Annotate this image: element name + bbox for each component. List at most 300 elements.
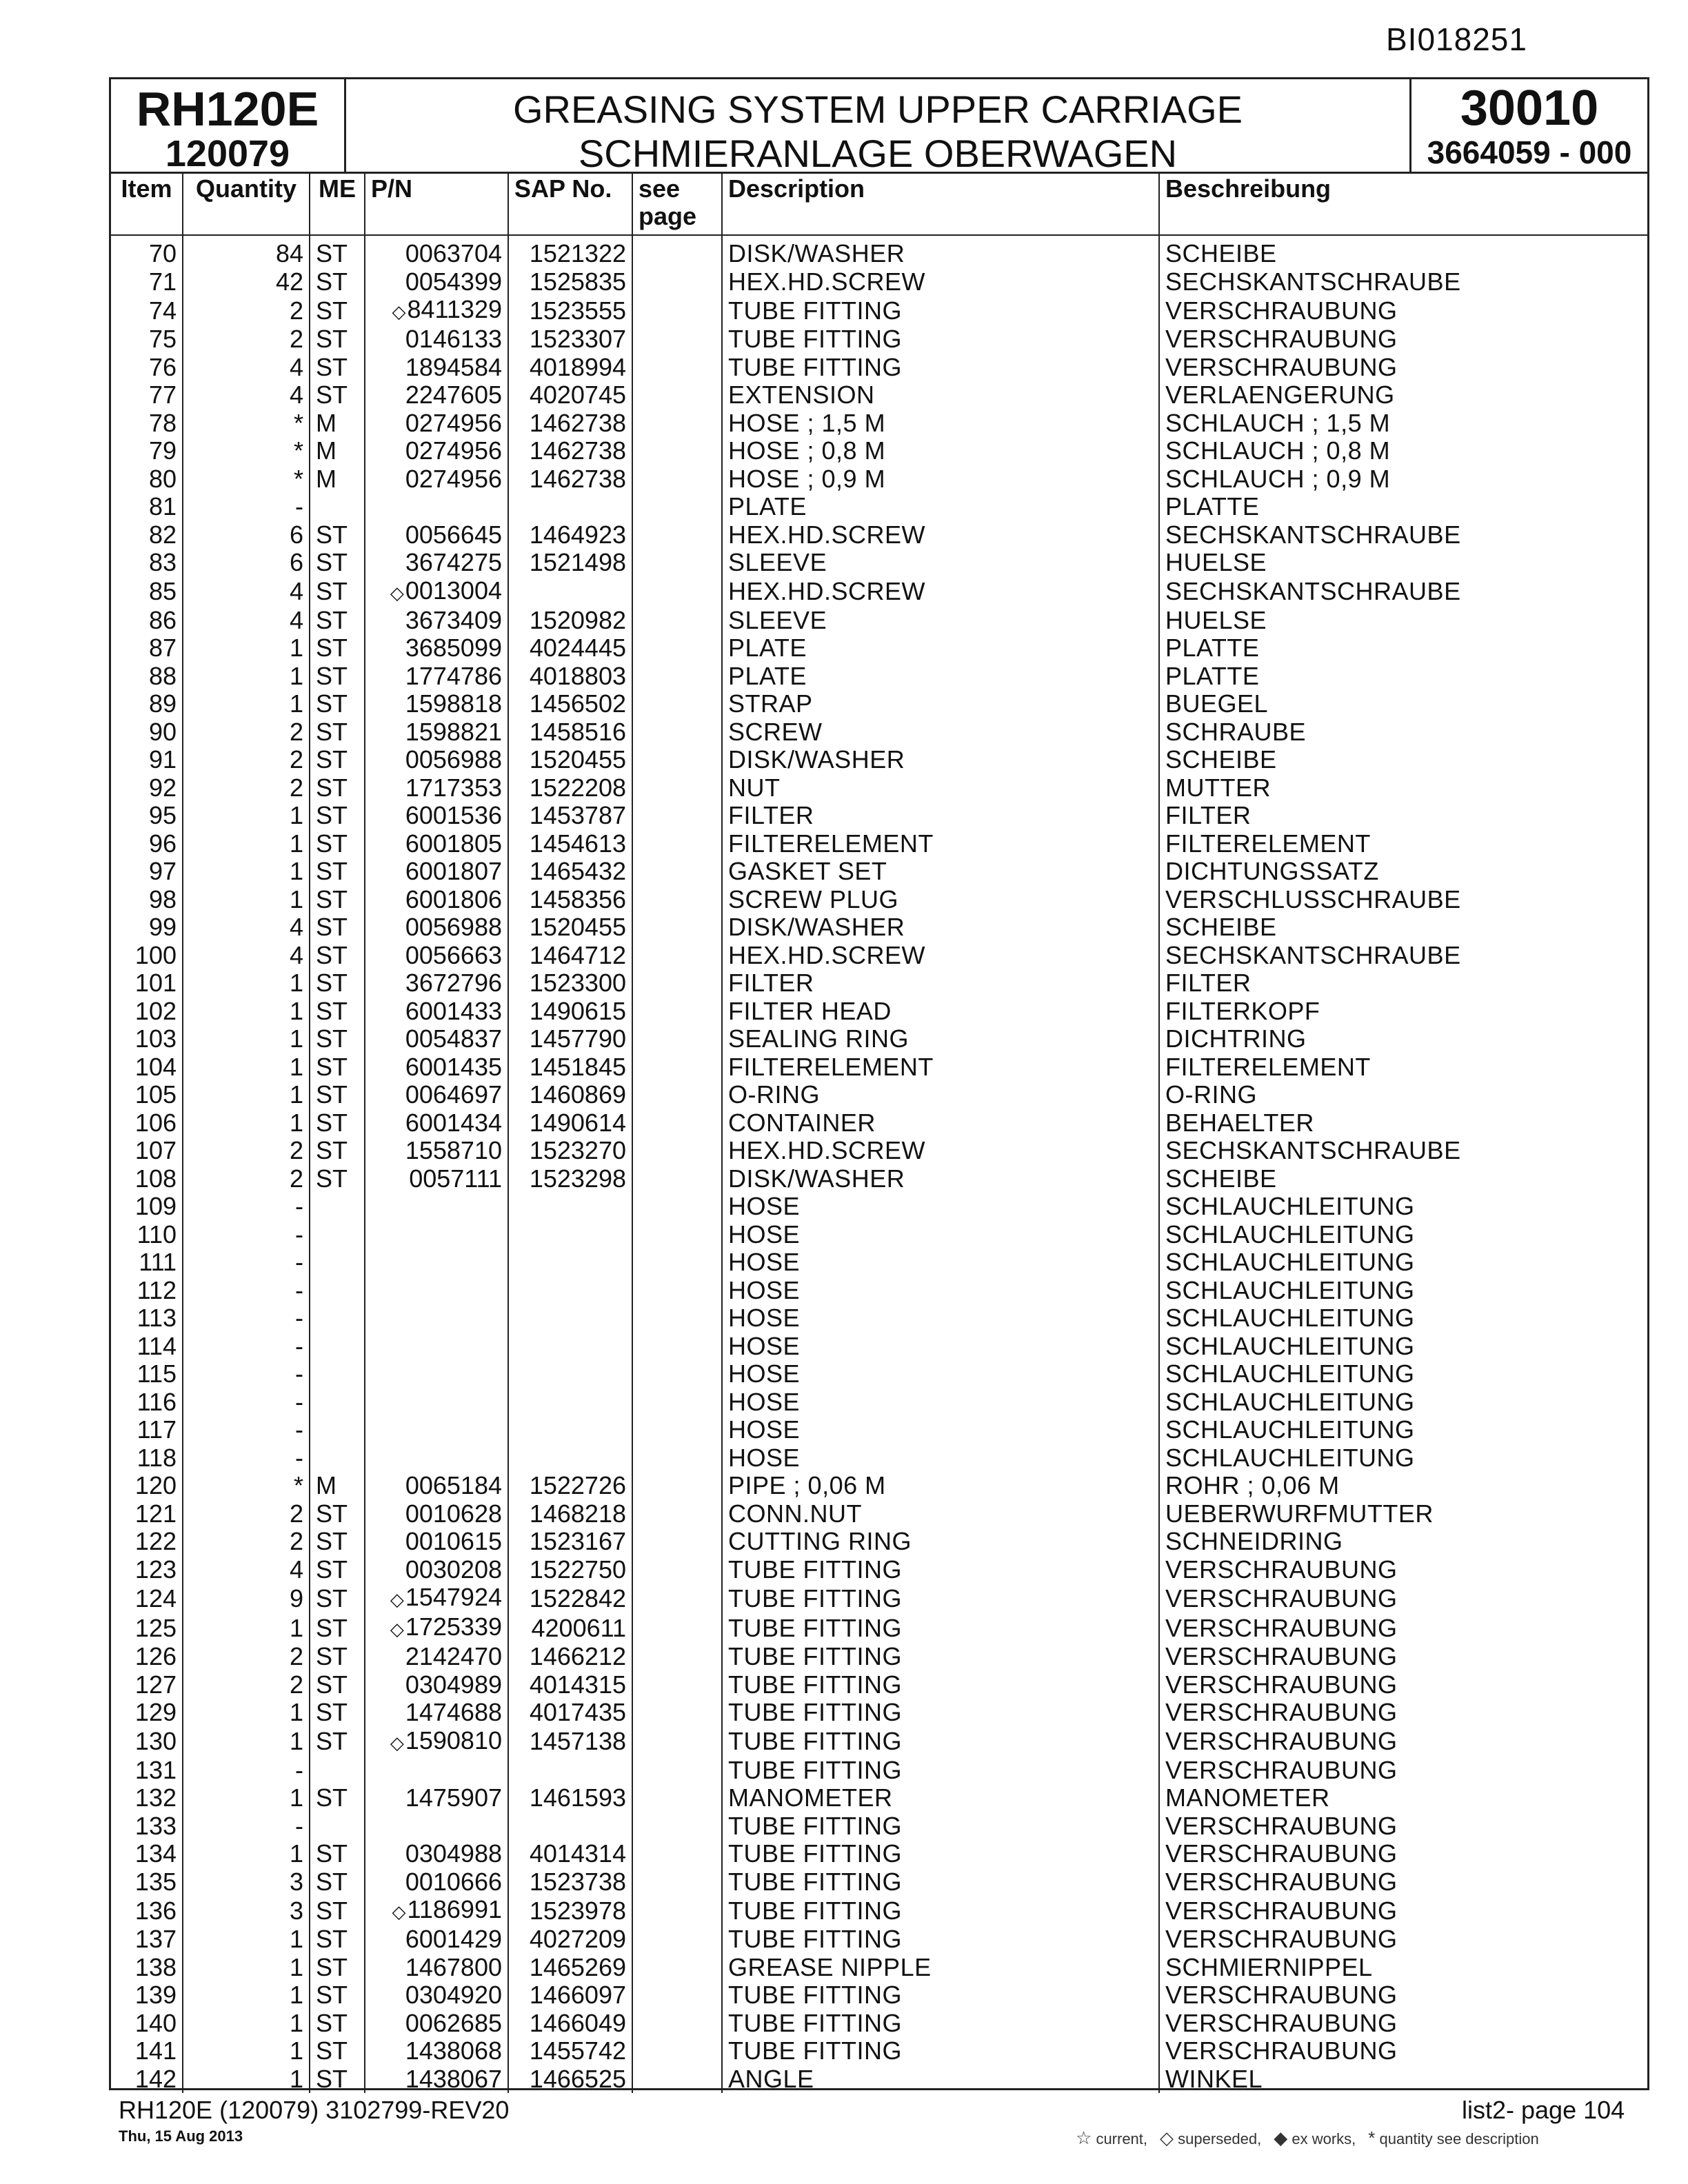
part-number-cell bbox=[365, 1727, 508, 1757]
unit-cell: ST bbox=[310, 942, 365, 970]
table-row bbox=[111, 268, 1647, 296]
part-number-cell: 3673409 bbox=[365, 607, 508, 635]
item-cell: 103 bbox=[111, 1025, 183, 1053]
quantity-cell: 2 bbox=[183, 1137, 310, 1165]
beschreibung-cell: FILTER bbox=[1165, 802, 1252, 830]
unit-cell: ST bbox=[310, 1613, 365, 1643]
item-cell: 129 bbox=[111, 1699, 183, 1727]
description-cell: TUBE FITTING bbox=[722, 325, 1159, 354]
sap-number-cell: 1525835 bbox=[508, 268, 632, 296]
table-row bbox=[111, 1784, 1647, 1812]
item-cell: 126 bbox=[111, 1643, 183, 1671]
quantity-cell: 84 bbox=[183, 235, 310, 268]
sap-number-cell bbox=[508, 1416, 632, 1444]
column-header-pn: P/N bbox=[365, 174, 508, 235]
sap-number-cell: 4018803 bbox=[508, 663, 632, 691]
beschreibung-cell: VERSCHRAUBUNG bbox=[1165, 1868, 1398, 1896]
part-number-cell: 1598818 bbox=[365, 690, 508, 718]
beschreibung-cell: SCHLAUCHLEITUNG bbox=[1165, 1248, 1415, 1277]
description-cell: HOSE bbox=[722, 1193, 1159, 1221]
superseded-icon: ◇ bbox=[390, 1589, 404, 1610]
description-cell: HOSE bbox=[722, 1277, 1159, 1305]
part-number-cell bbox=[365, 1613, 508, 1643]
table-row bbox=[111, 774, 1647, 802]
part-number-text: 1186991 bbox=[407, 1896, 502, 1923]
see-page-cell bbox=[632, 1193, 722, 1221]
part-number-cell bbox=[365, 1333, 508, 1361]
sap-number-cell: 1523978 bbox=[508, 1896, 632, 1925]
quantity-cell: 2 bbox=[183, 774, 310, 802]
table-row bbox=[111, 1248, 1647, 1277]
quantity-cell: 6 bbox=[183, 549, 310, 577]
part-number-cell: 2247605 bbox=[365, 381, 508, 410]
description-cell: TUBE FITTING bbox=[722, 1981, 1159, 2010]
table-row bbox=[111, 1556, 1647, 1584]
sap-number-cell: 1490614 bbox=[508, 1109, 632, 1138]
table-row bbox=[111, 969, 1647, 998]
quantity-cell: 2 bbox=[183, 1165, 310, 1193]
beschreibung-cell: PLATTE bbox=[1165, 634, 1260, 663]
part-number-cell: 0054399 bbox=[365, 268, 508, 296]
drawing-number: 3664059 - 000 bbox=[1427, 134, 1632, 170]
item-cell: 121 bbox=[111, 1500, 183, 1528]
part-number-cell: 3685099 bbox=[365, 634, 508, 663]
sap-number-cell: 1456502 bbox=[508, 690, 632, 718]
unit-cell: ST bbox=[310, 1165, 365, 1193]
see-page-cell bbox=[632, 1613, 722, 1643]
table-row bbox=[111, 1812, 1647, 1841]
unit-cell bbox=[310, 1221, 365, 1249]
sap-number-cell: 1490615 bbox=[508, 998, 632, 1026]
item-cell: 88 bbox=[111, 663, 183, 691]
see-page-cell bbox=[632, 381, 722, 410]
quantity-cell: 1 bbox=[183, 2010, 310, 2038]
beschreibung-cell: SCHMIERNIPPEL bbox=[1165, 1953, 1373, 1981]
unit-cell: ST bbox=[310, 1981, 365, 2010]
legend-item bbox=[1160, 2127, 1261, 2149]
part-number-cell: 1894584 bbox=[365, 354, 508, 382]
unit-cell: ST bbox=[310, 325, 365, 354]
table-row bbox=[111, 1053, 1647, 1082]
unit-cell: M bbox=[310, 410, 365, 438]
table-row bbox=[111, 521, 1647, 549]
quantity-cell: 2 bbox=[183, 1643, 310, 1671]
title-block-center bbox=[346, 79, 1411, 175]
unit-cell: ST bbox=[310, 2037, 365, 2065]
table-row bbox=[111, 1304, 1647, 1333]
beschreibung-cell: VERSCHRAUBUNG bbox=[1165, 2037, 1398, 2065]
see-page-cell bbox=[632, 607, 722, 635]
beschreibung-cell: SCHLAUCHLEITUNG bbox=[1165, 1388, 1415, 1416]
description-cell: PLATE bbox=[722, 634, 1159, 663]
title-block bbox=[109, 77, 1649, 174]
see-page-cell bbox=[632, 802, 722, 830]
quantity-cell: - bbox=[183, 1812, 310, 1841]
part-number-cell: 6001806 bbox=[365, 886, 508, 914]
see-page-cell bbox=[632, 718, 722, 747]
item-cell: 100 bbox=[111, 942, 183, 970]
sap-number-cell bbox=[508, 1221, 632, 1249]
quantity-cell: 1 bbox=[183, 1784, 310, 1812]
legend-item bbox=[1274, 2127, 1356, 2149]
description-cell: SCREW PLUG bbox=[722, 886, 1159, 914]
part-number-cell: 0010628 bbox=[365, 1500, 508, 1528]
part-number-cell: 0274956 bbox=[365, 465, 508, 494]
item-cell: 118 bbox=[111, 1444, 183, 1473]
beschreibung-cell: SCHLAUCHLEITUNG bbox=[1165, 1444, 1415, 1472]
footer-date: Thu, 15 Aug 2013 bbox=[119, 2127, 243, 2145]
unit-cell: M bbox=[310, 465, 365, 494]
table-row bbox=[111, 1868, 1647, 1897]
description-cell: GASKET SET bbox=[722, 858, 1159, 886]
see-page-cell bbox=[632, 493, 722, 521]
sap-number-cell: 1461593 bbox=[508, 1784, 632, 1812]
part-number-cell bbox=[365, 1896, 508, 1925]
sap-number-cell: 1460869 bbox=[508, 1081, 632, 1109]
see-page-cell bbox=[632, 634, 722, 663]
part-number-cell bbox=[365, 1444, 508, 1473]
see-page-cell bbox=[632, 1556, 722, 1584]
unit-cell: ST bbox=[310, 858, 365, 886]
see-page-cell bbox=[632, 549, 722, 577]
item-cell: 120 bbox=[111, 1472, 183, 1500]
column-header-description: Description bbox=[722, 174, 1159, 235]
sap-number-cell bbox=[508, 1444, 632, 1473]
item-cell: 91 bbox=[111, 746, 183, 774]
description-cell: FILTER bbox=[722, 802, 1159, 830]
title-english: GREASING SYSTEM UPPER CARRIAGE bbox=[513, 88, 1243, 131]
description-cell: TUBE FITTING bbox=[722, 2037, 1159, 2065]
beschreibung-cell: VERSCHRAUBUNG bbox=[1165, 1584, 1398, 1612]
table-row bbox=[111, 437, 1647, 465]
item-cell: 95 bbox=[111, 802, 183, 830]
quantity-cell: 1 bbox=[183, 1727, 310, 1757]
unit-cell: M bbox=[310, 437, 365, 465]
part-number-cell: 0304920 bbox=[365, 1981, 508, 2010]
see-page-cell bbox=[632, 410, 722, 438]
sap-number-cell: 1453787 bbox=[508, 802, 632, 830]
sap-number-cell: 1521498 bbox=[508, 549, 632, 577]
diamond-filled-icon: ◆ bbox=[1274, 2127, 1288, 2148]
legend-item bbox=[1076, 2127, 1147, 2149]
quantity-cell: 1 bbox=[183, 1981, 310, 2010]
unit-cell: ST bbox=[310, 1840, 365, 1868]
sap-number-cell: 1457138 bbox=[508, 1727, 632, 1757]
quantity-cell: 1 bbox=[183, 830, 310, 858]
beschreibung-cell: SCHEIBE bbox=[1165, 239, 1277, 268]
beschreibung-cell: VERSCHRAUBUNG bbox=[1165, 1981, 1398, 2010]
part-number-cell bbox=[365, 1248, 508, 1277]
superseded-icon: ◇ bbox=[390, 1619, 404, 1639]
description-cell: SCREW bbox=[722, 718, 1159, 747]
page-number: list2- page 104 bbox=[1462, 2096, 1625, 2124]
table-row bbox=[111, 2037, 1647, 2065]
part-number-cell: 0304989 bbox=[365, 1671, 508, 1699]
quantity-cell: 2 bbox=[183, 1500, 310, 1528]
beschreibung-cell: SECHSKANTSCHRAUBE bbox=[1165, 520, 1461, 549]
item-cell: 70 bbox=[111, 235, 183, 268]
item-cell: 134 bbox=[111, 1840, 183, 1868]
description-cell: TUBE FITTING bbox=[722, 1584, 1159, 1613]
description-cell: TUBE FITTING bbox=[722, 1556, 1159, 1584]
table-row bbox=[111, 549, 1647, 577]
table-row bbox=[111, 1671, 1647, 1699]
quantity-cell: * bbox=[183, 465, 310, 494]
beschreibung-cell: VERSCHRAUBUNG bbox=[1165, 296, 1398, 325]
table-row bbox=[111, 1137, 1647, 1165]
unit-cell: ST bbox=[310, 634, 365, 663]
unit-cell bbox=[310, 1812, 365, 1841]
unit-cell bbox=[310, 1248, 365, 1277]
see-page-cell bbox=[632, 1699, 722, 1727]
table-row bbox=[111, 1277, 1647, 1305]
sap-number-cell bbox=[508, 1333, 632, 1361]
beschreibung-cell: VERSCHRAUBUNG bbox=[1165, 1896, 1398, 1925]
quantity-cell: 2 bbox=[183, 1671, 310, 1699]
table-row bbox=[111, 998, 1647, 1026]
sap-number-cell: 1523307 bbox=[508, 325, 632, 354]
unit-cell: ST bbox=[310, 1053, 365, 1082]
beschreibung-cell: FILTERELEMENT bbox=[1165, 829, 1371, 858]
sap-number-cell: 1523298 bbox=[508, 1165, 632, 1193]
sap-number-cell: 1521322 bbox=[508, 235, 632, 268]
see-page-cell bbox=[632, 886, 722, 914]
part-number-cell: 1774786 bbox=[365, 663, 508, 691]
see-page-cell bbox=[632, 774, 722, 802]
table-row bbox=[111, 634, 1647, 663]
sap-number-cell: 4018994 bbox=[508, 354, 632, 382]
superseded-icon: ◇ bbox=[390, 582, 404, 603]
sap-number-cell bbox=[508, 1388, 632, 1417]
quantity-cell: 1 bbox=[183, 1954, 310, 1982]
description-cell: PLATE bbox=[722, 493, 1159, 521]
unit-cell: ST bbox=[310, 1584, 365, 1613]
description-cell: CONN.NUT bbox=[722, 1500, 1159, 1528]
unit-cell: ST bbox=[310, 1025, 365, 1053]
item-cell: 89 bbox=[111, 690, 183, 718]
beschreibung-cell: WINKEL bbox=[1165, 2065, 1263, 2093]
sap-number-cell: 4027209 bbox=[508, 1925, 632, 1954]
table-row bbox=[111, 493, 1647, 521]
beschreibung-cell: VERSCHRAUBUNG bbox=[1165, 1643, 1398, 1671]
item-cell: 71 bbox=[111, 268, 183, 296]
table-row bbox=[111, 1981, 1647, 2010]
description-cell: TUBE FITTING bbox=[722, 354, 1159, 382]
part-number-cell: 3672796 bbox=[365, 969, 508, 998]
unit-cell: ST bbox=[310, 549, 365, 577]
unit-cell bbox=[310, 1416, 365, 1444]
see-page-cell bbox=[632, 746, 722, 774]
part-number-cell bbox=[365, 1416, 508, 1444]
sap-number-cell: 1465269 bbox=[508, 1954, 632, 1982]
description-cell: GREASE NIPPLE bbox=[722, 1954, 1159, 1982]
quantity-cell: 2 bbox=[183, 325, 310, 354]
see-page-cell bbox=[632, 1444, 722, 1473]
table-row bbox=[111, 410, 1647, 438]
part-number-cell: 0063704 bbox=[365, 235, 508, 268]
part-number-cell: 0056663 bbox=[365, 942, 508, 970]
unit-cell: ST bbox=[310, 1081, 365, 1109]
beschreibung-cell: FILTERELEMENT bbox=[1165, 1053, 1371, 1081]
item-cell: 114 bbox=[111, 1333, 183, 1361]
table-row bbox=[111, 465, 1647, 494]
beschreibung-cell: FILTERKOPF bbox=[1165, 997, 1320, 1025]
quantity-cell: 1 bbox=[183, 1699, 310, 1727]
description-cell: O-RING bbox=[722, 1081, 1159, 1109]
sap-number-cell: 1466097 bbox=[508, 1981, 632, 2010]
sap-number-cell: 4014314 bbox=[508, 1840, 632, 1868]
part-number-cell: 6001429 bbox=[365, 1925, 508, 1954]
quantity-cell: 2 bbox=[183, 718, 310, 747]
table-row bbox=[111, 830, 1647, 858]
table-row bbox=[111, 1333, 1647, 1361]
unit-cell bbox=[310, 1360, 365, 1388]
sap-number-cell bbox=[508, 1304, 632, 1333]
table-row bbox=[111, 1165, 1647, 1193]
table-row bbox=[111, 1925, 1647, 1954]
item-cell: 76 bbox=[111, 354, 183, 382]
sap-number-cell: 1464712 bbox=[508, 942, 632, 970]
quantity-cell: 1 bbox=[183, 858, 310, 886]
quantity-cell: 1 bbox=[183, 969, 310, 998]
table-row bbox=[111, 1444, 1647, 1473]
unit-cell: ST bbox=[310, 1925, 365, 1954]
unit-cell: ST bbox=[310, 1500, 365, 1528]
description-cell: SLEEVE bbox=[722, 549, 1159, 577]
quantity-cell: 6 bbox=[183, 521, 310, 549]
part-number-cell bbox=[365, 1304, 508, 1333]
item-cell: 77 bbox=[111, 381, 183, 410]
beschreibung-cell: SCHLAUCHLEITUNG bbox=[1165, 1416, 1415, 1444]
quantity-cell: 4 bbox=[183, 1556, 310, 1584]
item-cell: 136 bbox=[111, 1896, 183, 1925]
item-cell: 135 bbox=[111, 1868, 183, 1897]
item-cell: 96 bbox=[111, 830, 183, 858]
column-header-me: ME bbox=[310, 174, 365, 235]
description-cell: FILTER HEAD bbox=[722, 998, 1159, 1026]
sap-number-cell: 1458356 bbox=[508, 886, 632, 914]
item-cell: 130 bbox=[111, 1727, 183, 1757]
part-number-cell: 1558710 bbox=[365, 1137, 508, 1165]
see-page-cell bbox=[632, 913, 722, 942]
table-row bbox=[111, 1584, 1647, 1613]
description-cell: HOSE ; 1,5 M bbox=[722, 410, 1159, 438]
quantity-cell: - bbox=[183, 493, 310, 521]
part-number-cell: 0057111 bbox=[365, 1165, 508, 1193]
legend-item bbox=[1368, 2127, 1538, 2149]
item-cell: 111 bbox=[111, 1248, 183, 1277]
beschreibung-cell: PLATTE bbox=[1165, 662, 1260, 690]
table-row bbox=[111, 1472, 1647, 1500]
unit-cell bbox=[310, 1277, 365, 1305]
table-row bbox=[111, 1360, 1647, 1388]
unit-cell: ST bbox=[310, 1671, 365, 1699]
see-page-cell bbox=[632, 521, 722, 549]
description-cell: HEX.HD.SCREW bbox=[722, 577, 1159, 607]
unit-cell: ST bbox=[310, 577, 365, 607]
group-block bbox=[1411, 79, 1647, 172]
quantity-cell: 1 bbox=[183, 690, 310, 718]
table-row bbox=[111, 325, 1647, 354]
unit-cell: ST bbox=[310, 1556, 365, 1584]
see-page-cell bbox=[632, 1840, 722, 1868]
table-row bbox=[111, 802, 1647, 830]
unit-cell: ST bbox=[310, 1784, 365, 1812]
part-number-cell bbox=[365, 1221, 508, 1249]
description-cell: TUBE FITTING bbox=[722, 1757, 1159, 1785]
unit-cell: ST bbox=[310, 607, 365, 635]
beschreibung-cell: VERSCHRAUBUNG bbox=[1165, 1727, 1398, 1755]
legend-text: superseded, bbox=[1178, 2130, 1262, 2147]
legend-text: ex works, bbox=[1292, 2130, 1356, 2147]
sap-number-cell: 4024445 bbox=[508, 634, 632, 663]
description-cell: HOSE bbox=[722, 1444, 1159, 1473]
unit-cell bbox=[310, 1193, 365, 1221]
unit-cell: ST bbox=[310, 235, 365, 268]
part-number-text: 1547924 bbox=[405, 1584, 502, 1611]
beschreibung-cell: VERSCHRAUBUNG bbox=[1165, 1812, 1398, 1840]
table-row bbox=[111, 663, 1647, 691]
part-number-cell: 1474688 bbox=[365, 1699, 508, 1727]
beschreibung-cell: SCHEIBE bbox=[1165, 746, 1277, 774]
part-number-cell: 0064697 bbox=[365, 1081, 508, 1109]
beschreibung-cell: O-RING bbox=[1165, 1081, 1257, 1109]
quantity-cell: - bbox=[183, 1360, 310, 1388]
description-cell: FILTER bbox=[722, 969, 1159, 998]
part-number-text: 8411329 bbox=[407, 296, 502, 323]
sap-number-cell bbox=[508, 1193, 632, 1221]
description-cell: SLEEVE bbox=[722, 607, 1159, 635]
sap-number-cell: 1462738 bbox=[508, 437, 632, 465]
sap-number-cell: 4020745 bbox=[508, 381, 632, 410]
quantity-cell: - bbox=[183, 1304, 310, 1333]
quantity-cell: 1 bbox=[183, 1081, 310, 1109]
sap-number-cell: 1465432 bbox=[508, 858, 632, 886]
table-row bbox=[111, 1528, 1647, 1556]
sap-number-cell bbox=[508, 1812, 632, 1841]
part-number-cell bbox=[365, 577, 508, 607]
item-cell: 138 bbox=[111, 1954, 183, 1982]
table-row bbox=[111, 354, 1647, 382]
beschreibung-cell: DICHTRING bbox=[1165, 1025, 1307, 1053]
description-cell: CUTTING RING bbox=[722, 1528, 1159, 1556]
see-page-cell bbox=[632, 1643, 722, 1671]
part-number-cell bbox=[365, 1584, 508, 1613]
see-page-cell bbox=[632, 1784, 722, 1812]
sap-number-cell: 1466049 bbox=[508, 2010, 632, 2038]
sap-number-cell: 1520455 bbox=[508, 913, 632, 942]
item-cell: 116 bbox=[111, 1388, 183, 1417]
part-number-cell: 0065184 bbox=[365, 1472, 508, 1500]
sap-number-cell: 1520455 bbox=[508, 746, 632, 774]
description-cell: STRAP bbox=[722, 690, 1159, 718]
unit-cell: ST bbox=[310, 886, 365, 914]
description-cell: HOSE bbox=[722, 1388, 1159, 1417]
description-cell: HEX.HD.SCREW bbox=[722, 268, 1159, 296]
table-row bbox=[111, 1896, 1647, 1925]
see-page-cell bbox=[632, 1025, 722, 1053]
item-cell: 137 bbox=[111, 1925, 183, 1954]
column-header-item: Item bbox=[111, 174, 183, 235]
see-page-cell bbox=[632, 1981, 722, 2010]
unit-cell: ST bbox=[310, 663, 365, 691]
quantity-cell: 2 bbox=[183, 1528, 310, 1556]
see-page-cell bbox=[632, 1584, 722, 1613]
description-cell: DISK/WASHER bbox=[722, 913, 1159, 942]
item-cell: 80 bbox=[111, 465, 183, 494]
sap-number-cell: 1454613 bbox=[508, 830, 632, 858]
table-row bbox=[111, 2010, 1647, 2038]
